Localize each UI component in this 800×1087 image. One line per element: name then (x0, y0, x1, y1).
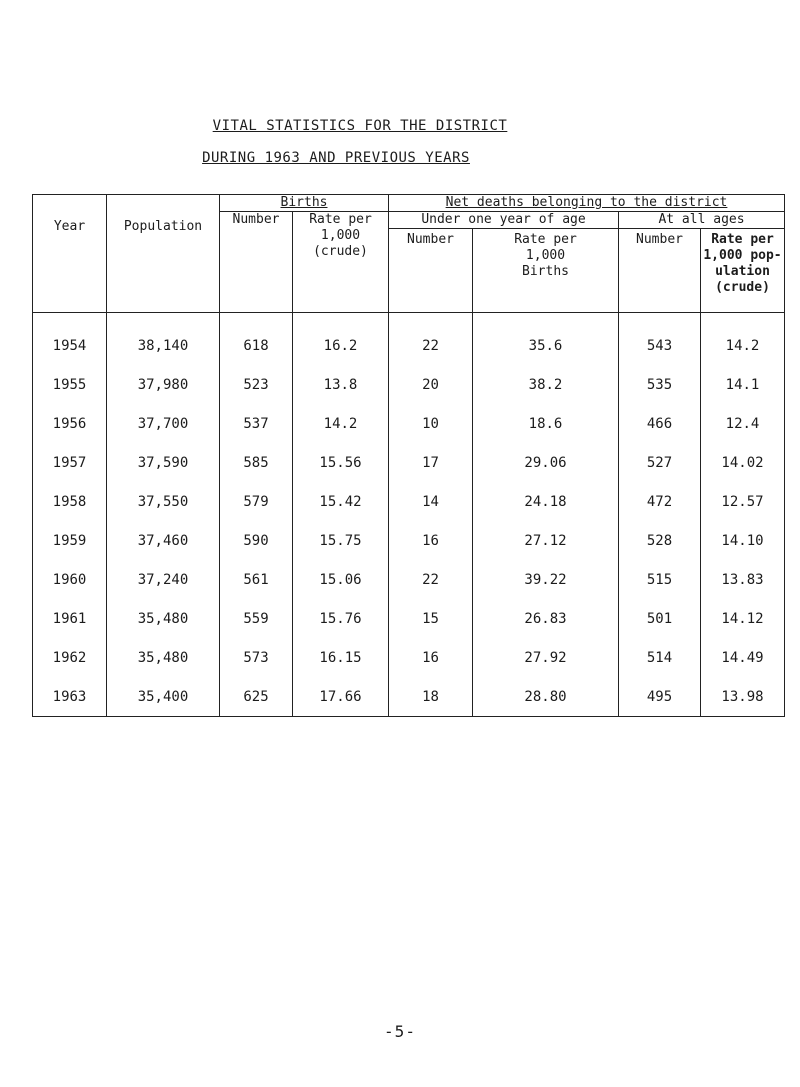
header-under-one-rate: Rate per 1,000 Births (473, 229, 619, 313)
cell-infant-deaths-number: 22 (389, 560, 473, 599)
cell-births-number: 579 (220, 482, 293, 521)
cell-deaths-rate: 13.83 (701, 560, 785, 599)
cell-births-number: 537 (220, 404, 293, 443)
cell-deaths-number: 535 (619, 365, 701, 404)
cell-infant-deaths-number: 20 (389, 365, 473, 404)
cell-births-number: 585 (220, 443, 293, 482)
cell-year: 1963 (33, 677, 107, 717)
table-row (33, 677, 785, 717)
cell-population: 38,140 (107, 313, 220, 366)
cell-births-number: 559 (220, 599, 293, 638)
cell-infant-deaths-number: 16 (389, 521, 473, 560)
table-row (33, 404, 785, 443)
cell-infant-deaths-number: 16 (389, 638, 473, 677)
header-population: Population (107, 195, 220, 313)
cell-infant-deaths-rate: 27.12 (473, 521, 619, 560)
cell-deaths-rate: 14.12 (701, 599, 785, 638)
cell-year: 1961 (33, 599, 107, 638)
cell-deaths-number: 501 (619, 599, 701, 638)
cell-population: 37,700 (107, 404, 220, 443)
header-births-number: Number (220, 212, 293, 313)
cell-population: 35,400 (107, 677, 220, 717)
header-all-ages-number: Number (619, 229, 701, 313)
cell-deaths-number: 514 (619, 638, 701, 677)
cell-births-rate: 17.66 (293, 677, 389, 717)
header-all-ages-rate: Rate per 1,000 pop- ulation (crude) (701, 229, 785, 313)
cell-births-rate: 16.15 (293, 638, 389, 677)
header-all-ages: At all ages (619, 212, 785, 229)
cell-births-number: 625 (220, 677, 293, 717)
cell-births-rate: 15.76 (293, 599, 389, 638)
table-row (33, 313, 785, 366)
cell-deaths-number: 472 (619, 482, 701, 521)
cell-infant-deaths-rate: 35.6 (473, 313, 619, 366)
cell-year: 1958 (33, 482, 107, 521)
cell-infant-deaths-number: 17 (389, 443, 473, 482)
cell-infant-deaths-rate: 18.6 (473, 404, 619, 443)
document-title: VITAL STATISTICS FOR THE DISTRICT (212, 118, 508, 134)
page-number: -5- (384, 1022, 416, 1041)
cell-births-rate: 14.2 (293, 404, 389, 443)
cell-infant-deaths-number: 14 (389, 482, 473, 521)
header-net-deaths: Net deaths belonging to the district (389, 195, 785, 212)
cell-births-rate: 15.42 (293, 482, 389, 521)
cell-population: 37,460 (107, 521, 220, 560)
cell-births-rate: 15.75 (293, 521, 389, 560)
cell-infant-deaths-rate: 38.2 (473, 365, 619, 404)
cell-year: 1959 (33, 521, 107, 560)
cell-infant-deaths-rate: 39.22 (473, 560, 619, 599)
cell-births-number: 523 (220, 365, 293, 404)
cell-deaths-rate: 13.98 (701, 677, 785, 717)
table-row (33, 638, 785, 677)
cell-deaths-rate: 14.1 (701, 365, 785, 404)
cell-population: 37,550 (107, 482, 220, 521)
cell-births-number: 590 (220, 521, 293, 560)
cell-deaths-rate: 12.4 (701, 404, 785, 443)
cell-deaths-number: 528 (619, 521, 701, 560)
cell-deaths-rate: 12.57 (701, 482, 785, 521)
cell-population: 35,480 (107, 638, 220, 677)
cell-population: 37,240 (107, 560, 220, 599)
vital-statistics-table (32, 194, 785, 717)
cell-deaths-number: 543 (619, 313, 701, 366)
table-row (33, 599, 785, 638)
cell-deaths-rate: 14.49 (701, 638, 785, 677)
cell-year: 1956 (33, 404, 107, 443)
cell-deaths-number: 495 (619, 677, 701, 717)
cell-deaths-rate: 14.10 (701, 521, 785, 560)
table-row (33, 365, 785, 404)
cell-year: 1957 (33, 443, 107, 482)
cell-infant-deaths-rate: 24.18 (473, 482, 619, 521)
cell-births-number: 561 (220, 560, 293, 599)
cell-year: 1960 (33, 560, 107, 599)
header-under-one-number: Number (389, 229, 473, 313)
cell-infant-deaths-rate: 27.92 (473, 638, 619, 677)
cell-population: 37,590 (107, 443, 220, 482)
header-year: Year (33, 195, 107, 313)
header-births-rate: Rate per 1,000 (crude) (293, 212, 389, 313)
cell-infant-deaths-rate: 26.83 (473, 599, 619, 638)
header-under-one-year: Under one year of age (389, 212, 619, 229)
cell-infant-deaths-number: 22 (389, 313, 473, 366)
cell-population: 35,480 (107, 599, 220, 638)
table-row (33, 482, 785, 521)
table-row (33, 521, 785, 560)
cell-year: 1962 (33, 638, 107, 677)
table-row (33, 560, 785, 599)
cell-population: 37,980 (107, 365, 220, 404)
cell-deaths-number: 527 (619, 443, 701, 482)
table-row (33, 443, 785, 482)
cell-deaths-number: 466 (619, 404, 701, 443)
cell-births-rate: 15.56 (293, 443, 389, 482)
cell-infant-deaths-number: 10 (389, 404, 473, 443)
document-subtitle: DURING 1963 AND PREVIOUS YEARS (202, 150, 470, 166)
header-births: Births (220, 195, 389, 212)
cell-year: 1955 (33, 365, 107, 404)
cell-births-rate: 16.2 (293, 313, 389, 366)
cell-infant-deaths-rate: 29.06 (473, 443, 619, 482)
cell-births-rate: 13.8 (293, 365, 389, 404)
cell-deaths-number: 515 (619, 560, 701, 599)
cell-infant-deaths-number: 15 (389, 599, 473, 638)
cell-deaths-rate: 14.02 (701, 443, 785, 482)
cell-infant-deaths-rate: 28.80 (473, 677, 619, 717)
cell-year: 1954 (33, 313, 107, 366)
cell-infant-deaths-number: 18 (389, 677, 473, 717)
cell-births-number: 573 (220, 638, 293, 677)
cell-births-rate: 15.06 (293, 560, 389, 599)
cell-births-number: 618 (220, 313, 293, 366)
cell-deaths-rate: 14.2 (701, 313, 785, 366)
